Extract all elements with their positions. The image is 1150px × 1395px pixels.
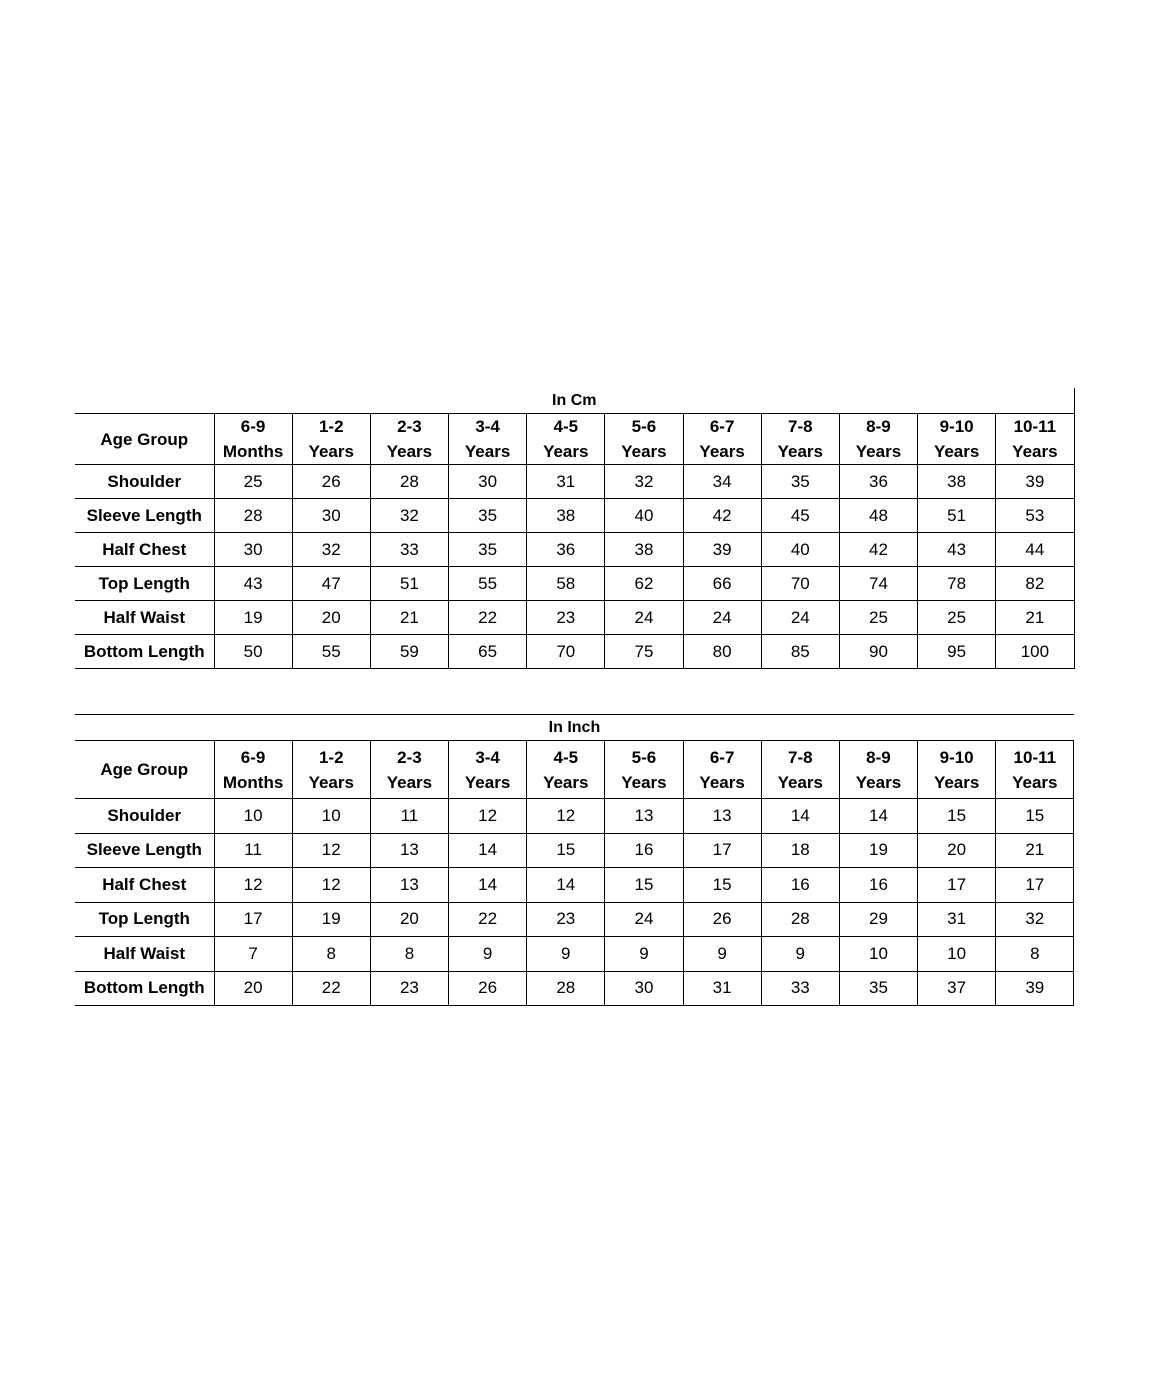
measurement-value: 19 — [214, 601, 292, 635]
age-column-header — [292, 741, 370, 799]
measurement-value: 43 — [214, 567, 292, 601]
measurement-value: 95 — [918, 635, 996, 669]
measurement-value: 17 — [683, 833, 761, 868]
measurement-value: 24 — [605, 902, 683, 937]
age-unit: Years — [855, 772, 902, 792]
measurement-value: 15 — [683, 868, 761, 903]
measurement-value: 28 — [370, 465, 448, 499]
age-unit: Months — [222, 772, 284, 792]
age-range: 6-7 — [709, 417, 735, 436]
table-row — [75, 567, 1074, 601]
measurement-value: 70 — [761, 567, 839, 601]
age-unit: Years — [855, 442, 902, 461]
measurement-value: 28 — [761, 902, 839, 937]
measurement-label: Shoulder — [75, 465, 214, 499]
measurement-value: 8 — [996, 937, 1074, 972]
measurement-value: 7 — [214, 937, 292, 972]
measurement-value: 75 — [605, 635, 683, 669]
age-column-header — [214, 414, 292, 465]
age-unit: Years — [386, 442, 433, 461]
measurement-value: 20 — [918, 833, 996, 868]
measurement-value: 65 — [449, 635, 527, 669]
measurement-value: 14 — [449, 868, 527, 903]
age-unit: Years — [464, 772, 511, 792]
measurement-value: 15 — [527, 833, 605, 868]
age-column-header — [527, 741, 605, 799]
measurement-value: 23 — [370, 971, 448, 1006]
measurement-value: 11 — [214, 833, 292, 868]
measurement-value: 25 — [839, 601, 917, 635]
measurement-value: 70 — [527, 635, 605, 669]
age-unit: Years — [777, 772, 823, 792]
measurement-value: 74 — [839, 567, 917, 601]
measurement-value: 35 — [449, 499, 527, 533]
table-row — [75, 971, 1074, 1006]
measurement-value: 32 — [996, 902, 1074, 937]
measurement-value: 42 — [683, 499, 761, 533]
measurement-value: 78 — [918, 567, 996, 601]
measurement-value: 100 — [996, 635, 1074, 669]
measurement-value: 36 — [527, 533, 605, 567]
age-column-header — [918, 414, 996, 465]
measurement-value: 13 — [683, 799, 761, 834]
measurement-value: 31 — [527, 465, 605, 499]
age-column-header — [761, 414, 839, 465]
measurement-value: 29 — [839, 902, 917, 937]
measurement-label: Sleeve Length — [75, 499, 214, 533]
measurement-value: 28 — [527, 971, 605, 1006]
measurement-value: 12 — [292, 833, 370, 868]
age-column-header — [527, 414, 605, 465]
measurement-value: 26 — [683, 902, 761, 937]
size-table-inch — [75, 714, 1074, 1006]
measurement-value: 39 — [996, 971, 1074, 1006]
age-column-header — [214, 741, 292, 799]
age-range: 1-2 — [318, 417, 344, 436]
measurement-value: 8 — [370, 937, 448, 972]
table-row — [75, 902, 1074, 937]
age-unit: Years — [699, 772, 745, 792]
measurement-value: 45 — [761, 499, 839, 533]
measurement-value: 39 — [996, 465, 1074, 499]
age-range: 1-2 — [318, 747, 344, 767]
measurement-value: 26 — [449, 971, 527, 1006]
age-range: 6-9 — [240, 417, 266, 436]
measurement-label: Half Waist — [75, 601, 214, 635]
measurement-value: 53 — [996, 499, 1074, 533]
age-column-header — [761, 741, 839, 799]
age-range: 10-11 — [1013, 747, 1057, 767]
measurement-value: 55 — [292, 635, 370, 669]
measurement-value: 22 — [292, 971, 370, 1006]
age-unit: Months — [222, 442, 284, 461]
age-column-header — [605, 741, 683, 799]
table-row — [75, 799, 1074, 834]
measurement-value: 32 — [292, 533, 370, 567]
age-unit: Years — [308, 442, 354, 461]
age-range: 7-8 — [788, 417, 813, 436]
measurement-value: 13 — [370, 868, 448, 903]
measurement-value: 44 — [996, 533, 1074, 567]
header-row — [75, 414, 1074, 465]
measurement-value: 10 — [292, 799, 370, 834]
measurement-value: 9 — [605, 937, 683, 972]
measurement-value: 10 — [839, 937, 917, 972]
measurement-value: 50 — [214, 635, 292, 669]
age-column-header — [839, 414, 917, 465]
age-range: 3-4 — [475, 417, 500, 436]
measurement-value: 18 — [761, 833, 839, 868]
measurement-value: 13 — [605, 799, 683, 834]
measurement-value: 25 — [214, 465, 292, 499]
measurement-value: 80 — [683, 635, 761, 669]
measurement-value: 24 — [683, 601, 761, 635]
age-column-header — [683, 741, 761, 799]
measurement-value: 35 — [839, 971, 917, 1006]
age-range: 5-6 — [631, 747, 657, 767]
age-range: 9-10 — [939, 747, 974, 767]
measurement-value: 22 — [449, 902, 527, 937]
measurement-value: 21 — [996, 601, 1074, 635]
age-column-header — [449, 741, 527, 799]
measurement-value: 28 — [214, 499, 292, 533]
measurement-value: 40 — [605, 499, 683, 533]
age-unit: Years — [777, 442, 823, 461]
measurement-value: 23 — [527, 601, 605, 635]
measurement-value: 14 — [449, 833, 527, 868]
size-table-cm — [75, 388, 1075, 669]
measurement-value: 17 — [918, 868, 996, 903]
table-title: In Cm — [75, 388, 1074, 414]
age-unit: Years — [933, 442, 980, 461]
table-row — [75, 465, 1074, 499]
measurement-value: 19 — [839, 833, 917, 868]
measurement-value: 42 — [839, 533, 917, 567]
age-unit: Years — [621, 442, 667, 461]
measurement-value: 16 — [839, 868, 917, 903]
measurement-label: Sleeve Length — [75, 833, 214, 868]
header-row — [75, 741, 1074, 799]
measurement-value: 9 — [761, 937, 839, 972]
age-range: 10-11 — [1013, 417, 1057, 436]
table-row — [75, 937, 1074, 972]
measurement-label: Half Chest — [75, 533, 214, 567]
age-range: 4-5 — [553, 417, 579, 436]
measurement-value: 58 — [527, 567, 605, 601]
measurement-value: 51 — [918, 499, 996, 533]
measurement-value: 13 — [370, 833, 448, 868]
age-group-header: Age Group — [75, 414, 214, 465]
age-group-header: Age Group — [75, 741, 214, 799]
age-unit: Years — [464, 442, 511, 461]
age-range: 8-9 — [866, 747, 891, 767]
measurement-value: 12 — [292, 868, 370, 903]
measurement-value: 15 — [996, 799, 1074, 834]
measurement-value: 85 — [761, 635, 839, 669]
table-row — [75, 635, 1074, 669]
measurement-value: 21 — [996, 833, 1074, 868]
measurement-value: 12 — [214, 868, 292, 903]
table-title: In Inch — [75, 715, 1074, 741]
measurement-value: 26 — [292, 465, 370, 499]
measurement-value: 15 — [918, 799, 996, 834]
age-range: 3-4 — [475, 747, 500, 767]
measurement-label: Bottom Length — [75, 635, 214, 669]
measurement-value: 40 — [761, 533, 839, 567]
measurement-value: 33 — [370, 533, 448, 567]
measurement-value: 34 — [683, 465, 761, 499]
age-unit: Years — [386, 772, 433, 792]
table-row — [75, 499, 1074, 533]
age-range: 2-3 — [397, 417, 422, 436]
measurement-label: Half Waist — [75, 937, 214, 972]
measurement-value: 23 — [527, 902, 605, 937]
measurement-value: 14 — [839, 799, 917, 834]
age-column-header — [683, 414, 761, 465]
measurement-value: 15 — [605, 868, 683, 903]
measurement-value: 51 — [370, 567, 448, 601]
age-unit: Years — [543, 442, 589, 461]
measurement-value: 38 — [918, 465, 996, 499]
measurement-value: 59 — [370, 635, 448, 669]
age-range: 8-9 — [866, 417, 891, 436]
measurement-value: 55 — [449, 567, 527, 601]
age-column-header — [996, 741, 1074, 799]
table-row — [75, 868, 1074, 903]
measurement-label: Bottom Length — [75, 971, 214, 1006]
table-caption-row — [75, 388, 1074, 414]
age-column-header — [370, 414, 448, 465]
measurement-value: 48 — [839, 499, 917, 533]
measurement-value: 19 — [292, 902, 370, 937]
measurement-value: 17 — [996, 868, 1074, 903]
measurement-value: 9 — [527, 937, 605, 972]
measurement-value: 30 — [605, 971, 683, 1006]
measurement-value: 14 — [761, 799, 839, 834]
measurement-label: Top Length — [75, 567, 214, 601]
measurement-value: 20 — [292, 601, 370, 635]
table-row — [75, 833, 1074, 868]
measurement-value: 9 — [683, 937, 761, 972]
age-column-header — [370, 741, 448, 799]
age-range: 5-6 — [631, 417, 657, 436]
measurement-value: 47 — [292, 567, 370, 601]
measurement-value: 24 — [605, 601, 683, 635]
measurement-value: 12 — [527, 799, 605, 834]
measurement-value: 8 — [292, 937, 370, 972]
measurement-value: 32 — [605, 465, 683, 499]
age-range: 7-8 — [788, 747, 813, 767]
table-row — [75, 533, 1074, 567]
measurement-value: 16 — [605, 833, 683, 868]
age-column-header — [605, 414, 683, 465]
age-column-header — [996, 414, 1074, 465]
age-unit: Years — [1012, 442, 1058, 461]
age-column-header — [292, 414, 370, 465]
age-range: 4-5 — [553, 747, 579, 767]
measurement-value: 39 — [683, 533, 761, 567]
measurement-label: Shoulder — [75, 799, 214, 834]
measurement-label: Half Chest — [75, 868, 214, 903]
measurement-value: 12 — [449, 799, 527, 834]
measurement-value: 16 — [761, 868, 839, 903]
measurement-value: 22 — [449, 601, 527, 635]
age-range: 2-3 — [397, 747, 422, 767]
measurement-value: 30 — [449, 465, 527, 499]
age-unit: Years — [543, 772, 589, 792]
age-unit: Years — [308, 772, 354, 792]
measurement-value: 31 — [683, 971, 761, 1006]
measurement-value: 38 — [605, 533, 683, 567]
measurement-value: 90 — [839, 635, 917, 669]
age-column-header — [449, 414, 527, 465]
age-range: 9-10 — [939, 417, 974, 436]
measurement-value: 35 — [761, 465, 839, 499]
age-column-header — [918, 741, 996, 799]
measurement-value: 14 — [527, 868, 605, 903]
age-unit: Years — [933, 772, 980, 792]
measurement-value: 37 — [918, 971, 996, 1006]
measurement-value: 35 — [449, 533, 527, 567]
measurement-value: 21 — [370, 601, 448, 635]
age-unit: Years — [621, 772, 667, 792]
measurement-value: 32 — [370, 499, 448, 533]
table-caption-row — [75, 715, 1074, 741]
measurement-value: 10 — [214, 799, 292, 834]
age-column-header — [839, 741, 917, 799]
measurement-value: 33 — [761, 971, 839, 1006]
age-unit: Years — [1012, 772, 1058, 792]
measurement-value: 62 — [605, 567, 683, 601]
measurement-value: 17 — [214, 902, 292, 937]
age-range: 6-9 — [240, 747, 266, 767]
measurement-value: 20 — [214, 971, 292, 1006]
measurement-value: 10 — [918, 937, 996, 972]
measurement-value: 38 — [527, 499, 605, 533]
measurement-value: 82 — [996, 567, 1074, 601]
measurement-value: 36 — [839, 465, 917, 499]
measurement-value: 9 — [449, 937, 527, 972]
table-row — [75, 601, 1074, 635]
measurement-value: 20 — [370, 902, 448, 937]
measurement-value: 25 — [918, 601, 996, 635]
measurement-value: 66 — [683, 567, 761, 601]
age-range: 6-7 — [709, 747, 735, 767]
measurement-value: 30 — [292, 499, 370, 533]
age-unit: Years — [699, 442, 745, 461]
measurement-value: 43 — [918, 533, 996, 567]
measurement-label: Top Length — [75, 902, 214, 937]
measurement-value: 30 — [214, 533, 292, 567]
measurement-value: 31 — [918, 902, 996, 937]
measurement-value: 11 — [370, 799, 448, 834]
measurement-value: 24 — [761, 601, 839, 635]
